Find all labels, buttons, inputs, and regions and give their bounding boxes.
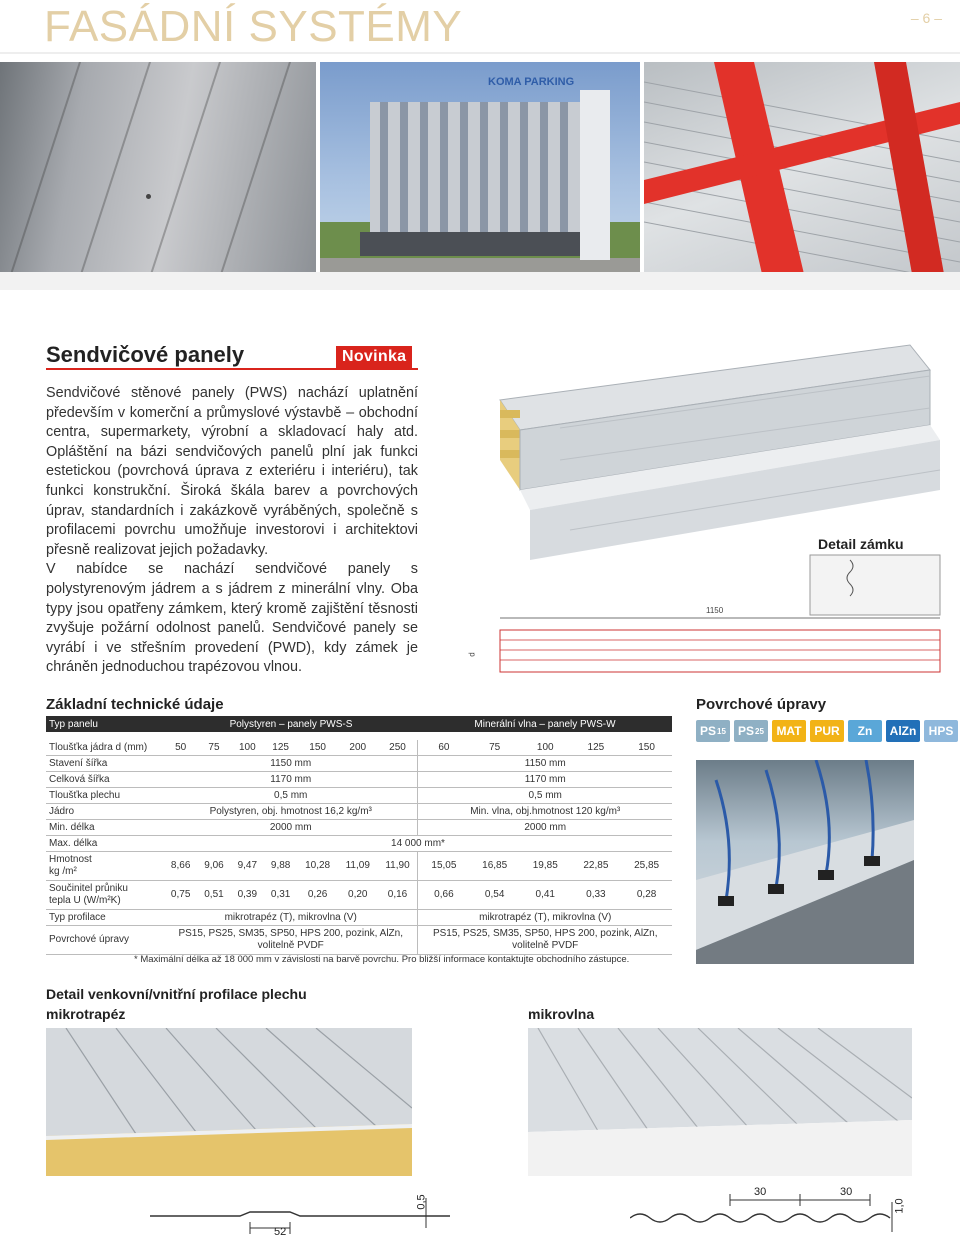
photo-facade-wall	[0, 62, 316, 274]
microwave-panel-photo	[528, 1028, 912, 1176]
badge-zn: Zn	[848, 720, 882, 742]
photo-production-line	[696, 760, 914, 964]
paragraph-1: Sendvičové stěnové panely (PWS) nachází uplatnění především v komerční a průmyslové výstavbě – obchodní centra, supermarkety, výrobní a skladovací haly atd. Opláštění na bázi sendvičových panelů plní jak funkci estetickou (povrchová úprava z exteriéru i interiéru), tak funkci konstrukční. Široká škála barev a povrchových úprav, standardních i zakázkově vyráběných, společně s profilacemi povrchu umožňuje investorovi i architektovi přesně realizovat jejich požadavky.	[46, 385, 418, 558]
badge-mat: MAT	[772, 720, 806, 742]
microtrapez-width-dim: 52	[274, 1226, 287, 1238]
col-polystyrene: Polystyren – panely PWS-S	[164, 716, 418, 732]
thickness-dimension: d	[467, 652, 477, 657]
badge-pur: PUR	[810, 720, 844, 742]
page-title: FASÁDNÍ SYSTÉMY	[44, 2, 463, 51]
microwave-label: mikrovlna	[528, 1006, 595, 1022]
table-row: Součinitel průniku tepla U (W/m²K) 0,75 0,51 0,39 0,31 0,26 0,20 0,16 0,66 0,54 0,41 0,33 0,28	[46, 881, 672, 910]
microtrapez-profile-drawing	[150, 1188, 450, 1244]
microwave-height-dim: 1,0	[893, 1198, 906, 1214]
tech-title: Základní technické údaje	[46, 696, 224, 713]
new-badge: Novinka	[336, 346, 412, 368]
table-row: Min. délka 2000 mm 2000 mm	[46, 820, 672, 836]
photo-ceiling-steel-beams	[644, 62, 960, 274]
microwave-width-dim-2: 30	[840, 1186, 853, 1198]
microtrapez-label: mikrotrapéz	[46, 1006, 126, 1022]
table-row: Jádro Polystyren, obj. hmotnost 16,2 kg/m³ Min. vlna, obj.hmotnost 120 kg/m³	[46, 804, 672, 820]
paragraph-2: V nabídce se nachází sendvičové panely s polystyrenovým jádrem a s jádrem z minerální vlny. Oba typy jsou opatřeny zámkem, který kromě zajištění těsnosti zvyšuje požární odolnost panelů. Sendvičové panely se vyrábí i ve střešním provedení (PWD), kdy zámek je chráněn jednoduchou trapézovou vlnou.	[46, 561, 418, 676]
table-row: Celková šířka 1170 mm 1170 mm	[46, 772, 672, 788]
section-title: Sendvičové panely	[46, 342, 245, 367]
page-number: – 6 –	[910, 10, 942, 26]
microtrapez-panel-photo	[46, 1028, 412, 1176]
surface-badges	[696, 720, 958, 742]
section-rule	[46, 368, 418, 370]
microwave-width-dim-1: 30	[754, 1186, 767, 1198]
sandwich-panel-illustration	[440, 330, 960, 675]
microtrapez-height-dim: 0,5	[415, 1194, 428, 1210]
microwave-profile-drawing	[630, 1188, 920, 1244]
badge-ps15: PS 15	[696, 720, 730, 742]
width-dimension: 1150	[706, 606, 724, 615]
section-body	[46, 384, 418, 678]
table-row: Povrchové úpravy PS15, PS25, SM35, SP50, HPS 200, pozink, AlZn, volitelně PVDF PS15, PS25, SM35, SP50, HPS 200, pozink, AlZn, volitelně PVDF	[46, 926, 672, 955]
badge-hps: HPS	[924, 720, 958, 742]
lock-detail-label: Detail zámku	[818, 536, 904, 552]
table-footnote: * Maximální délka až 18 000 mm v závislosti na barvě povrchu. Pro bližší informace kontaktujte obchodního zástupce.	[134, 954, 630, 965]
table-row: Stavení šířka 1150 mm 1150 mm	[46, 756, 672, 772]
table-row: Tloušťka plechu 0,5 mm 0,5 mm	[46, 788, 672, 804]
col-mineral-wool: Minerální vlna – panely PWS-W	[418, 716, 672, 732]
header-divider	[0, 52, 960, 54]
profiles-title: Detail venkovní/vnitřní profilace plechu	[46, 986, 307, 1002]
photo-building-koma-parking	[320, 62, 640, 274]
photo-strip-shadow	[0, 272, 960, 290]
table-row: Typ profilace mikrotrapéz (T), mikrovlna (V) mikrotrapéz (T), mikrovlna (V)	[46, 910, 672, 926]
col-panel-type: Typ panelu	[46, 716, 164, 732]
table-row: Tloušťka jádra d (mm) 50 75 100 125 150 200 250 60 75 100 125 150	[46, 740, 672, 756]
surface-title: Povrchové úpravy	[696, 696, 827, 713]
tech-table	[46, 716, 672, 955]
table-row: Max. délka 14 000 mm*	[46, 836, 672, 852]
badge-ps25: PS 25	[734, 720, 768, 742]
table-row: Hmotnost kg /m² 8,66 9,06 9,47 9,88 10,28 11,09 11,90 15,05 16,85 19,85 22,85 25,85	[46, 852, 672, 881]
building-sign: KOMA PARKING	[488, 76, 575, 88]
badge-alzn: AlZn	[886, 720, 920, 742]
